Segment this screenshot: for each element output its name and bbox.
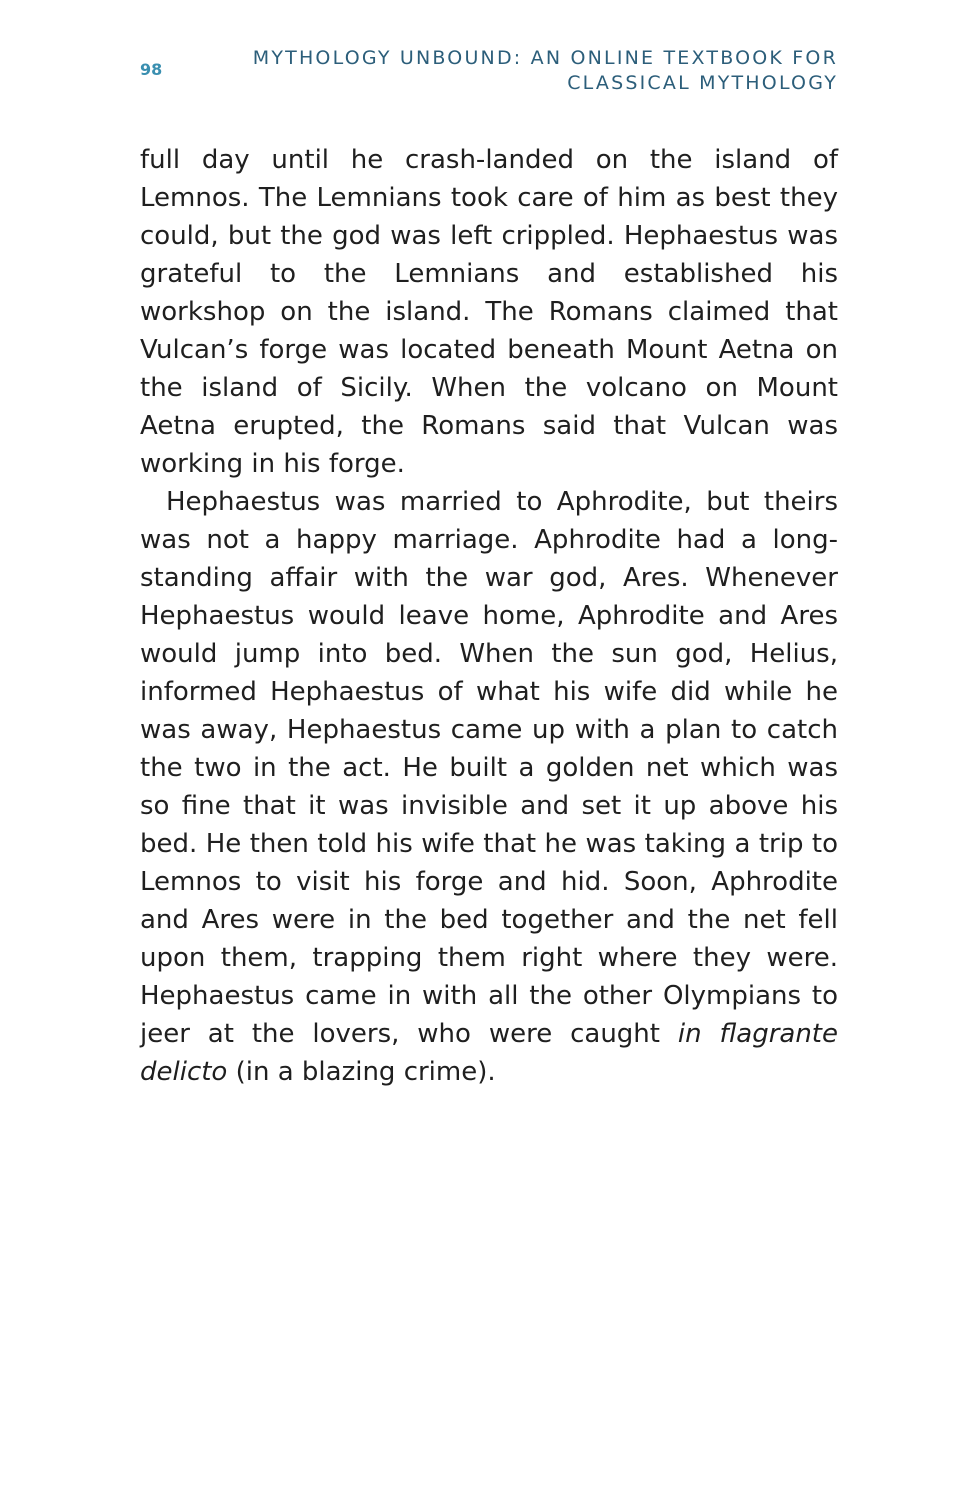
body-text xyxy=(140,141,838,1091)
paragraph-2-end: (in a blazing crime). xyxy=(227,1057,496,1087)
paragraph-1: full day until he crash-landed on the island of Lemnos. The Lemnians took care of him as best they could, but the god was left crippled. Hephaestus was grateful to the Lemnians and established his workshop on the island. The Romans claimed that Vulcan’s forge was located beneath Mount Aetna on the island of Sicily. When the volcano on Mount Aetna erupted, the Romans said that Vulcan was working in his forge. xyxy=(140,145,838,479)
running-head xyxy=(220,46,838,96)
page-number: 98 xyxy=(140,60,163,79)
running-head-line-1: MYTHOLOGY UNBOUND: AN ONLINE TEXTBOOK FOR xyxy=(252,47,838,69)
paragraph-2-text: Hephaestus was married to Aphrodite, but theirs was not a happy marriage. Aphrodite had a long-standing affair with the war god, Ares. Whenever Hephaestus would leave home, Aphrodite and Ares would jump into bed. When the sun god, Helius, informed Hephaestus of what his wife did while he was away, Hephaestus came up with a plan to catch the two in the act. He built a golden net which was so fine that it was invisible and set it up above his bed. He then told his wife that he was taking a trip to Lemnos to visit his forge and hid. Soon, Aphrodite and Ares were in the bed together and the net fell upon them, trapping them right where they were. Hephaestus came in with all the other Olympians to jeer at the lovers, who were caught xyxy=(140,487,838,1049)
latin-phrase: in flagrante delicto xyxy=(140,1019,838,1087)
running-head-line-2: CLASSICAL MYTHOLOGY xyxy=(567,72,838,94)
paragraph-2 xyxy=(140,483,838,1091)
